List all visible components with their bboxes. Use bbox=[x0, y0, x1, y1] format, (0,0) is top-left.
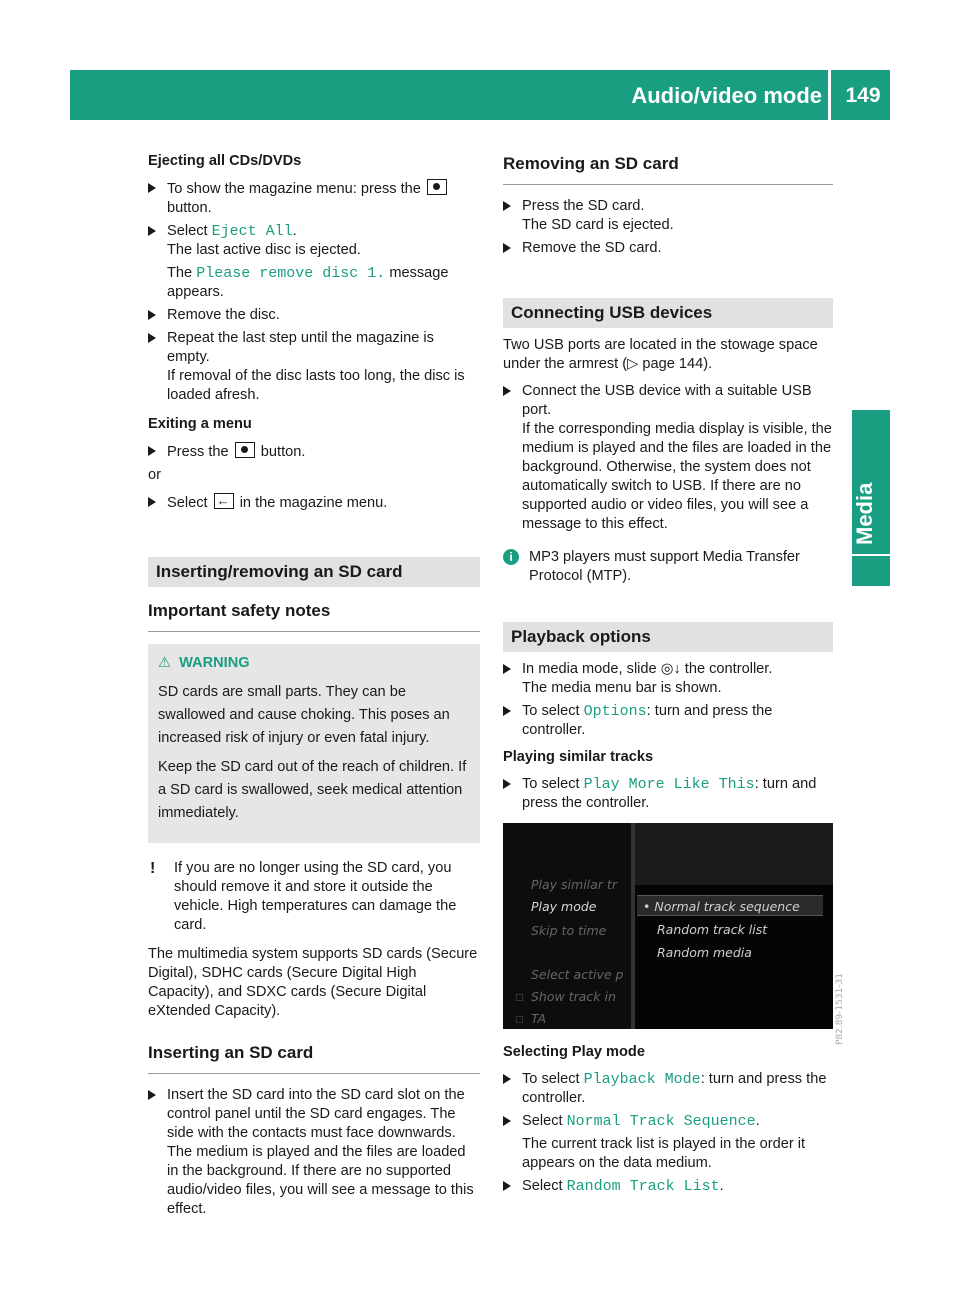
page-title: Audio/video mode bbox=[631, 83, 822, 108]
arrow-icon bbox=[503, 1181, 511, 1191]
info-icon: i bbox=[503, 549, 519, 565]
exclamation-icon: ! bbox=[150, 860, 156, 877]
warning-title: ⚠ WARNING bbox=[158, 655, 250, 671]
image-code: P82.89-1531-31 bbox=[835, 973, 845, 1046]
step: In media mode, slide ◎↓ the controller. The media menu bar is shown. bbox=[503, 660, 833, 698]
screen-menu-item: Select active p bbox=[531, 967, 624, 982]
step: Repeat the last step until the magazine is empty. If removal of the disc lasts too long, the disc is loaded afresh. bbox=[148, 329, 480, 405]
menu-code: Eject All bbox=[211, 223, 293, 240]
arrow-icon bbox=[148, 183, 156, 193]
warning-text: Keep the SD card out of the reach of children. If a SD card is swallowed, seek medical attention immediately. bbox=[158, 759, 467, 821]
warning-box bbox=[148, 644, 480, 843]
section-band: Inserting/removing an SD card bbox=[148, 557, 480, 587]
step: Remove the disc. bbox=[148, 306, 480, 325]
step: To select Play More Like This: turn and press the controller. bbox=[503, 775, 833, 813]
info-note: i MP3 players must support Media Transfer Protocol (MTP). bbox=[503, 548, 833, 586]
caution-note: ! If you are no longer using the SD card, you should remove it and store it outside the vehicle. High temperatures can damage the card. bbox=[150, 860, 457, 933]
arrow-icon bbox=[148, 1090, 156, 1100]
menu-code: Options bbox=[583, 703, 647, 720]
menu-code: Normal Track Sequence bbox=[566, 1113, 756, 1130]
step: To show the magazine menu: press the button. bbox=[148, 179, 480, 218]
arrow-icon bbox=[503, 386, 511, 396]
screen-menu-item: Skip to time bbox=[531, 923, 607, 938]
arrow-icon bbox=[503, 664, 511, 674]
checkbox-icon: □ bbox=[515, 1015, 524, 1025]
screen-option: Random track list bbox=[657, 922, 768, 937]
arrow-icon bbox=[503, 243, 511, 253]
screen-option: • Normal track sequence bbox=[643, 899, 800, 914]
step: Remove the SD card. bbox=[503, 239, 833, 258]
step: Press the SD card. The SD card is ejected. bbox=[503, 197, 833, 235]
side-tab-block bbox=[852, 556, 890, 586]
message-code: Please remove disc 1. bbox=[196, 265, 386, 282]
checkbox-icon: □ bbox=[515, 993, 524, 1003]
screen-divider bbox=[631, 823, 635, 1029]
menu-code: Playback Mode bbox=[583, 1071, 701, 1088]
screen-menu-item: Show track in bbox=[531, 989, 616, 1004]
menu-code: Play More Like This bbox=[583, 776, 755, 793]
page-number: 149 bbox=[845, 84, 881, 107]
arrow-icon bbox=[503, 779, 511, 789]
arrow-icon bbox=[148, 446, 156, 456]
arrow-icon bbox=[148, 310, 156, 320]
eject-heading: Ejecting all CDs/DVDs bbox=[148, 153, 302, 169]
step: Press the button. bbox=[148, 442, 480, 462]
screen-option: Random media bbox=[657, 945, 752, 960]
section-band: Playback options bbox=[503, 622, 833, 652]
back-icon bbox=[214, 493, 234, 509]
left-column bbox=[148, 152, 480, 1223]
usb-intro: Two USB ports are located in the stowage space under the armrest (▷ page 144). bbox=[503, 337, 818, 372]
remove-heading: Removing an SD card bbox=[503, 152, 833, 185]
step: Select Normal Track Sequence. The current track list is played in the order it appears on the data medium. bbox=[503, 1112, 833, 1173]
or-text: or bbox=[148, 467, 161, 483]
step: Connect the USB device with a suitable USB port. If the corresponding media display is visible, the medium is played and the files are loaded in the background. Otherwise, the system does not automatically switch to USB. If there are no supported audio or video files, you will see a message to this effect. bbox=[503, 382, 833, 534]
step: Select Eject All. The last active disc is ejected. The Please remove disc 1. message appears. bbox=[148, 222, 480, 302]
support-text: The multimedia system supports SD cards (Secure Digital), SDHC cards (Secure Digital High Capacity), and SDXC cards (Secure Digital eXtended Capacity). bbox=[148, 946, 478, 1019]
media-screen-image bbox=[503, 823, 845, 1046]
media-button-icon bbox=[235, 442, 255, 458]
menu-code: Random Track List bbox=[566, 1178, 720, 1195]
safety-heading: Important safety notes bbox=[148, 599, 480, 632]
arrow-icon bbox=[503, 706, 511, 716]
warning-triangle-icon: ⚠ bbox=[158, 655, 172, 671]
section-band: Connecting USB devices bbox=[503, 298, 833, 328]
right-column bbox=[503, 152, 845, 1200]
screen-menu-item: Play similar tr bbox=[531, 877, 617, 892]
screen-top-right bbox=[635, 823, 833, 885]
step: Insert the SD card into the SD card slot on the control panel until the SD card engages. The side with the contacts must face downwards. The medium is played and the files are loaded in the background. If there are no supported audio/video files, you will see a message to this effect. bbox=[148, 1086, 480, 1219]
media-button-icon bbox=[427, 179, 447, 195]
side-tab-label: Media bbox=[852, 482, 877, 545]
arrow-icon bbox=[503, 1116, 511, 1126]
step-detail: The current track list is played in the order it appears on the data medium. bbox=[522, 1136, 806, 1171]
arrow-icon bbox=[503, 1074, 511, 1084]
step: Select Random Track List. bbox=[503, 1177, 833, 1196]
warning-text: SD cards are small parts. They can be swallowed and cause choking. This poses an increased risk of injury or even fatal injury. bbox=[158, 684, 450, 746]
arrow-icon bbox=[148, 497, 156, 507]
playmode-heading: Selecting Play mode bbox=[503, 1044, 645, 1060]
exit-heading: Exiting a menu bbox=[148, 416, 252, 432]
step: To select Playback Mode: turn and press the controller. bbox=[503, 1070, 833, 1108]
screen-menu-item: TA bbox=[531, 1011, 547, 1026]
arrow-icon bbox=[148, 226, 156, 236]
step: To select Options: turn and press the controller. bbox=[503, 702, 833, 740]
step: Select ← in the magazine menu. bbox=[148, 493, 480, 513]
arrow-icon bbox=[148, 333, 156, 343]
screen-menu-item: Play mode bbox=[531, 899, 597, 914]
header-separator bbox=[828, 70, 831, 120]
arrow-icon bbox=[503, 201, 511, 211]
insert-heading: Inserting an SD card bbox=[148, 1041, 480, 1074]
similar-heading: Playing similar tracks bbox=[503, 749, 654, 765]
